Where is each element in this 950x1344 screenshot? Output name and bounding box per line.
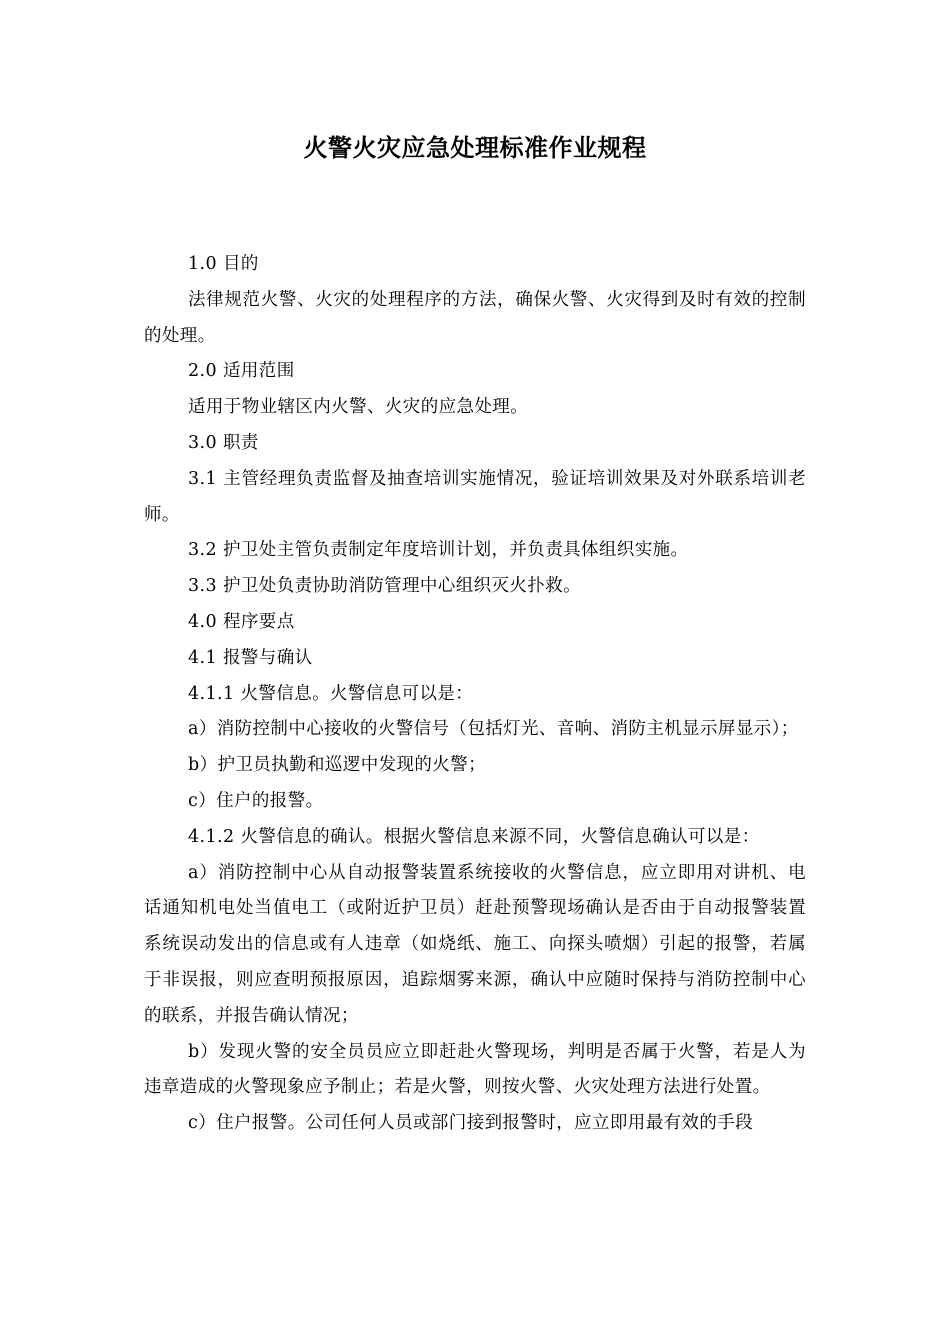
paragraph-4-1-1-c: c）住户的报警。 [188, 790, 324, 811]
paragraph-4-1-2-c: c）住户报警。公司任何人员或部门接到报警时，应立即用最有效的手段 [188, 1113, 754, 1134]
paragraph-section-3-heading: 3.0 职责 [188, 432, 259, 453]
paragraph-scope: 适用于物业辖区内火警、火灾的应急处理。 [188, 397, 529, 418]
paragraph-4-1-2: 4.1.2 火警信息的确认。根据火警信息来源不同，火警信息确认可以是： [188, 826, 760, 847]
paragraph-section-2-heading: 2.0 适用范围 [188, 361, 295, 382]
paragraph-section-4-1-heading: 4.1 报警与确认 [188, 647, 313, 668]
paragraph-section-4-heading: 4.0 程序要点 [188, 611, 295, 632]
document-body [144, 247, 806, 1142]
paragraph-4-1-1-a: a）消防控制中心接收的火警信号（包括灯光、音响、消防主机显示屏显示）； [188, 719, 799, 740]
paragraph-4-1-1-b: b）护卫员执勤和巡逻中发现的火警； [188, 755, 487, 776]
paragraph-section-1-heading: 1.0 目的 [188, 254, 259, 274]
paragraph-duty-3-2: 3.2 护卫处主管负责制定年度培训计划，并负责具体组织实施。 [188, 540, 689, 561]
paragraph-4-1-1: 4.1.1 火警信息。火警信息可以是： [188, 683, 474, 704]
paragraph-duty-3-1: 3.1 主管经理负责监督及抽查培训实施情况，验证培训效果及对外联系培训老师。 [144, 468, 806, 525]
document-title: 火警火灾应急处理标准作业规程 [303, 133, 647, 162]
paragraph-4-1-2-a: a）消防控制中心从自动报警装置系统接收的火警信息，应立即用对讲机、电话通知机电处当值电工（或附近护卫员）赶赴预警现场确认是否由于自动报警装置系统误动发出的信息或有人违章（如烧纸、施工、向探头喷烟）引起的报警，若属于非误报，则应查明预报原因，追踪烟雾来源，确认中应随时保持与消防控制中心的联系，并报告确认情况； [144, 862, 806, 1026]
paragraph-purpose: 法律规范火警、火灾的处理程序的方法，确保火警、火灾得到及时有效的控制的处理。 [144, 289, 806, 346]
paragraph-4-1-2-b: b）发现火警的安全员员应立即赶赴火警现场，判明是否属于火警，若是人为违章造成的火警现象应予制止；若是火警，则按火警、火灾处理方法进行处置。 [144, 1041, 806, 1098]
paragraph-duty-3-3: 3.3 护卫处负责协助消防管理中心组织灭火扑救。 [188, 576, 581, 597]
